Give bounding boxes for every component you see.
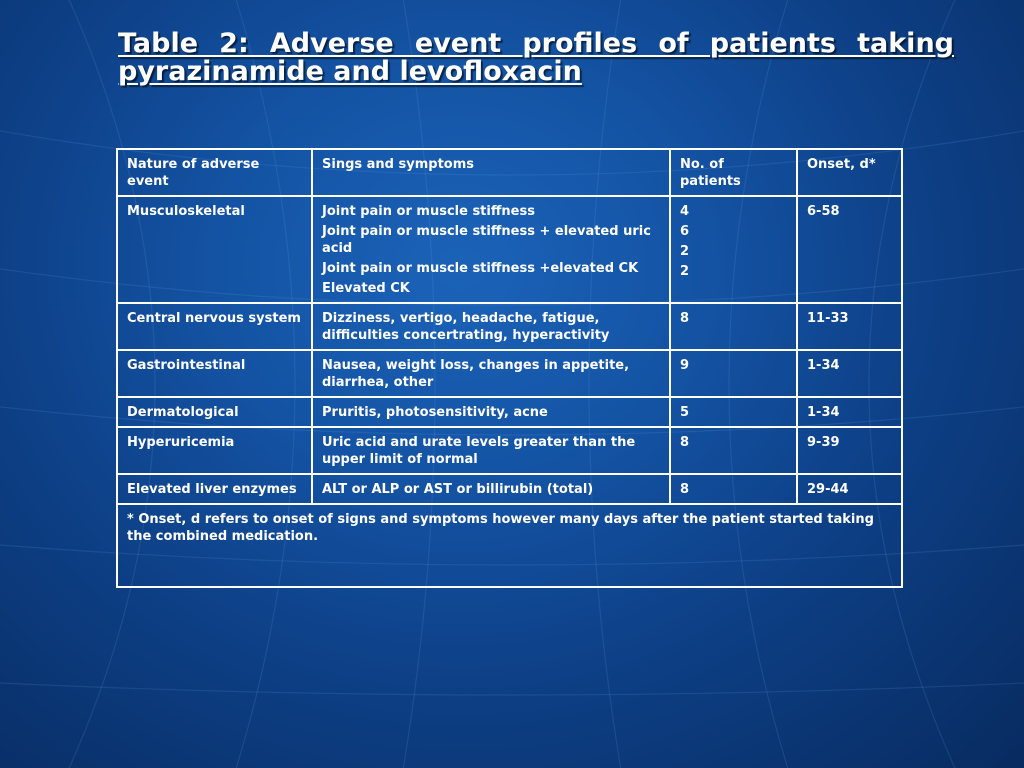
table-footnote: * Onset, d refers to onset of signs and symptoms however many days after the patient started taking the combined medication.	[117, 504, 902, 587]
patient-count: 2	[680, 264, 690, 279]
header-onset: Onset, d*	[797, 149, 902, 196]
cell-onset: 1-34	[797, 350, 902, 397]
symptom-line: Dizziness, vertigo, headache, fatigue, difficulties concertrating, hyperactivity	[322, 311, 610, 343]
cell-patients	[670, 303, 797, 350]
cell-onset: 29-44	[797, 474, 902, 504]
symptom-line: Uric acid and urate levels greater than the upper limit of normal	[322, 435, 636, 467]
patient-count: 4	[680, 204, 690, 219]
cell-onset: 1-34	[797, 397, 902, 427]
header-patients: No. of patients	[670, 149, 797, 196]
cell-onset: 11-33	[797, 303, 902, 350]
cell-onset: 9-39	[797, 427, 902, 474]
table-row	[117, 427, 902, 474]
footnote-row	[117, 504, 902, 587]
patient-count: 8	[680, 435, 690, 450]
table-header-row	[117, 149, 902, 196]
header-symptoms: Sings and symptoms	[312, 149, 670, 196]
table-row	[117, 196, 902, 303]
cell-symptoms	[312, 397, 670, 427]
symptom-line: Joint pain or muscle stiffness +elevated CK	[322, 261, 639, 276]
patient-count: 6	[680, 224, 690, 239]
symptom-line: ALT or ALP or AST or billirubin (total)	[322, 482, 594, 497]
cell-patients	[670, 397, 797, 427]
table-row	[117, 397, 902, 427]
cell-patients	[670, 427, 797, 474]
cell-patients	[670, 196, 797, 303]
cell-symptoms	[312, 427, 670, 474]
cell-nature: Musculoskeletal	[117, 196, 312, 303]
symptom-line: Joint pain or muscle stiffness	[322, 204, 535, 219]
cell-nature: Gastrointestinal	[117, 350, 312, 397]
cell-onset: 6-58	[797, 196, 902, 303]
table-body	[117, 149, 902, 587]
patient-count: 2	[680, 244, 690, 259]
cell-nature: Dermatological	[117, 397, 312, 427]
table-row	[117, 303, 902, 350]
header-nature: Nature of adverse event	[117, 149, 312, 196]
symptom-line: Pruritis, photosensitivity, acne	[322, 405, 548, 420]
cell-nature: Elevated liver enzymes	[117, 474, 312, 504]
cell-patients	[670, 350, 797, 397]
symptom-line: Nausea, weight loss, changes in appetite, diarrhea, other	[322, 358, 630, 390]
slide-title: Table 2: Adverse event profiles of patients taking pyrazinamide and levofloxacin	[118, 28, 954, 87]
patient-count: 9	[680, 358, 690, 373]
patient-count: 8	[680, 311, 690, 326]
adverse-event-table	[116, 148, 903, 588]
cell-symptoms	[312, 303, 670, 350]
table-row	[117, 350, 902, 397]
cell-symptoms	[312, 350, 670, 397]
cell-symptoms	[312, 196, 670, 303]
patient-count: 8	[680, 482, 690, 497]
cell-nature: Hyperuricemia	[117, 427, 312, 474]
symptom-line: Elevated CK	[322, 281, 410, 296]
cell-nature: Central nervous system	[117, 303, 312, 350]
table-row	[117, 474, 902, 504]
patient-count: 5	[680, 405, 690, 420]
symptom-line: Joint pain or muscle stiffness + elevated uric acid	[322, 224, 651, 256]
cell-patients	[670, 474, 797, 504]
cell-symptoms	[312, 474, 670, 504]
